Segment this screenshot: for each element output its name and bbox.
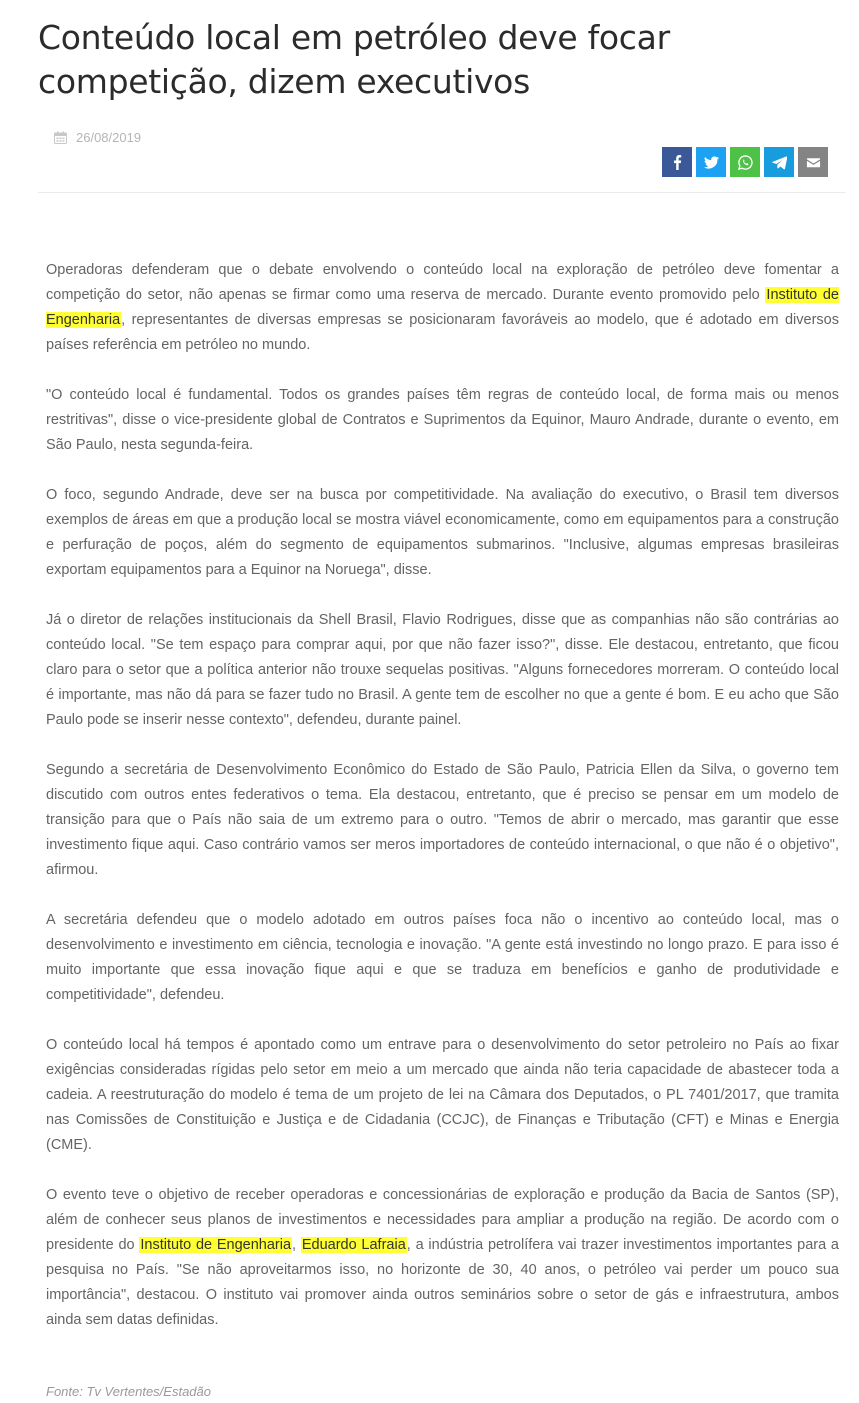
paragraph-4: Já o diretor de relações institucionais da Shell Brasil, Flavio Rodrigues, disse que as companhias não são contrárias ao conteúdo local. "Se tem espaço para comprar aqui, por que não fazer isso?", disse. Ele destacou, entretanto, que ficou claro para o setor que a política anterior não trouxe sequelas positivas. "Alguns fornecedores morreram. O conteúdo local é importante, mas não dá para se fazer tudo no Brasil. A gente tem de escolher no que a gente é bom. E eu acho que São Paulo pode se inserir nesse contexto", defendeu, durante painel.: [46, 612, 839, 728]
article-meta: [54, 130, 141, 145]
share-facebook-button[interactable]: [662, 147, 692, 177]
share-email-button[interactable]: [798, 147, 828, 177]
header-divider: [38, 192, 846, 193]
email-icon: [806, 155, 821, 170]
share-telegram-button[interactable]: [764, 147, 794, 177]
calendar-icon: [54, 131, 67, 144]
instituto-engenharia-link[interactable]: Instituto de Engenharia: [46, 287, 839, 328]
instituto-engenharia-link[interactable]: Instituto de Engenharia: [140, 1237, 292, 1253]
share-bar: [662, 147, 828, 177]
paragraph-7: O conteúdo local há tempos é apontado como um entrave para o desenvolvimento do setor petroleiro no País ao fixar exigências consideradas rígidas pelo setor em meio a um mercado que ainda não teria capacidade de abastecer toda a cadeia. A reestruturação do modelo é tema de um projeto de lei na Câmara dos Deputados, o PL 7401/2017, que tramita nas Comissões de Constituição e Justiça e de Cidadania (CCJC), de Finanças e Tributação (CFT) e Minas e Energia (CME).: [46, 1037, 839, 1153]
article-title: Conteúdo local em petróleo deve focar competição, dizem executivos: [38, 18, 670, 101]
whatsapp-icon: [738, 155, 753, 170]
telegram-icon: [772, 155, 787, 170]
paragraph-3: O foco, segundo Andrade, deve ser na busca por competitividade. Na avaliação do executivo, o Brasil tem diversos exemplos de áreas em que a produção local se mostra viável economicamente, como em equipamentos para a construção e perfuração de poços, além do segmento de equipamentos submarinos. "Inclusive, algumas empresas brasileiras exportam equipamentos para a Equinor na Noruega", disse.: [46, 487, 839, 578]
paragraph-5: Segundo a secretária de Desenvolvimento Econômico do Estado de São Paulo, Patricia Ellen da Silva, o governo tem discutido com outros entes federativos o tema. Ela destacou, entretanto, que é preciso se pensar em um modelo de transição para que o País não saia de um extremo para o outro. "Temos de abrir o mercado, mas garantir que esse investimento fique aqui. Caso contrário vamos ser meros importadores de conteúdo internacional, o que não é o objetivo", afirmou.: [46, 762, 839, 878]
article-body: [46, 258, 839, 1358]
paragraph-6: A secretária defendeu que o modelo adotado em outros países foca não o incentivo ao conteúdo local, mas o desenvolvimento e investimento em ciência, tecnologia e inovação. "A gente está investindo no longo prazo. E para isso é muito importante que essa inovação fique aqui e que se traduza em benefícios e ganho de produtividade e competitividade", defendeu.: [46, 912, 839, 1003]
twitter-icon: [704, 155, 719, 170]
share-twitter-button[interactable]: [696, 147, 726, 177]
facebook-icon: [670, 155, 685, 170]
article-source: Fonte: Tv Vertentes/Estadão: [46, 1384, 211, 1399]
paragraph-2: "O conteúdo local é fundamental. Todos os grandes países têm regras de conteúdo local, de forma mais ou menos restritivas", disse o vice-presidente global de Contratos e Suprimentos da Equinor, Mauro Andrade, durante o evento, em São Paulo, nesta segunda-feira.: [46, 387, 839, 453]
paragraph-8: O evento teve o objetivo de receber operadoras e concessionárias de exploração e produção da Bacia de Santos (SP), além de conhecer seus planos de investimentos e necessidades para ampliar a produção na região. De acordo com o presidente do Instituto de Engenharia, Eduardo Lafraia, a indústria petrolífera vai trazer investimentos importantes para a pesquisa no País. "Se não aproveitarmos isso, no horizonte de 30, 40 anos, o petróleo vai perder um pouco sua importância", destacou. O instituto vai promover ainda outros seminários sobre o setor de gás e infraestrutura, ambos ainda sem datas definidas.: [46, 1187, 839, 1328]
eduardo-lafraia-link[interactable]: Eduardo Lafraia: [301, 1237, 406, 1253]
paragraph-1: Operadoras defenderam que o debate envolvendo o conteúdo local na exploração de petróleo deve fomentar a competição do setor, não apenas se firmar como uma reserva de mercado. Durante evento promovido pelo Instituto de Engenharia, representantes de diversas empresas se posicionaram favoráveis ao modelo, que é adotado em diversos países referência em petróleo no mundo.: [46, 262, 839, 353]
share-whatsapp-button[interactable]: [730, 147, 760, 177]
article-date: 26/08/2019: [76, 130, 142, 145]
